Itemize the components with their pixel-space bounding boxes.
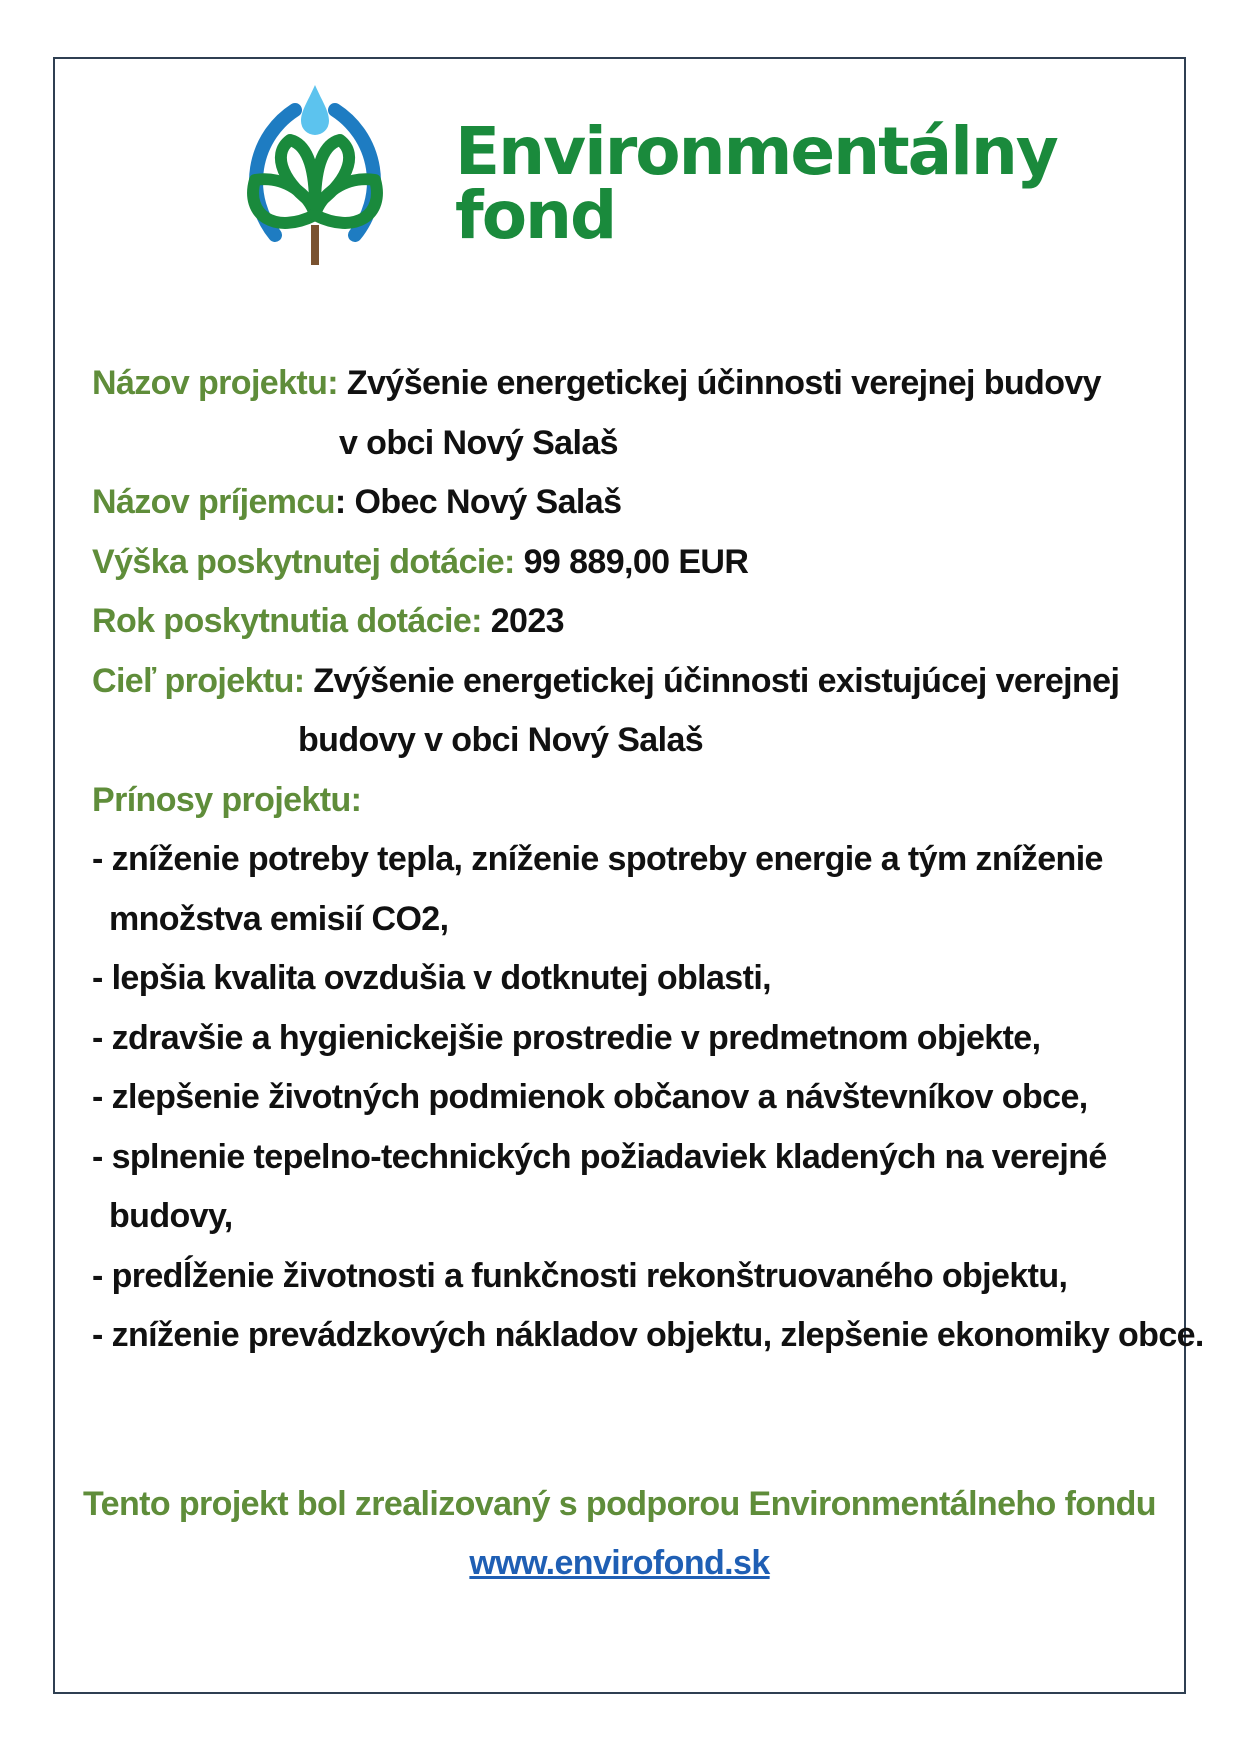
goal-value-continued: budovy v obci Nový Salaš: [298, 721, 704, 759]
benefit-item: - zníženie prevádzkových nákladov objektu, zlepšenie ekonomiky obce.: [92, 1316, 1204, 1354]
recipient-label: Názov príjemcu: [92, 483, 335, 521]
amount-row: [92, 533, 1152, 593]
benefit-item-continued: budovy,: [109, 1197, 233, 1235]
benefit-item: - splnenie tepelno-technických požiadaviek kladených na verejné: [92, 1137, 1107, 1176]
support-statement: Tento projekt bol zrealizovaný s podporou Environmentálneho fondu: [83, 1485, 1156, 1523]
benefit-item: - zníženie potreby tepla, zníženie spotreby energie a tým zníženie: [92, 840, 1103, 878]
project-info: [92, 354, 1204, 1366]
logo-text-line2: fond: [455, 177, 616, 254]
goal-value: Zvýšenie energetickej účinnosti existujúcej verejnej: [313, 661, 1120, 700]
envirofond-link[interactable]: www.envirofond.sk: [469, 1544, 770, 1582]
leaf-emblem-icon: [215, 85, 415, 285]
benefit-item: - predĺženie životnosti a funkčnosti rekonštruovaného objektu,: [92, 1256, 1068, 1295]
recipient-row: [92, 473, 1152, 533]
project-name-label: Názov projektu:: [92, 364, 339, 402]
project-name-value-continued: v obci Nový Salaš: [339, 423, 618, 462]
logo-text-line1: Environmentálny: [455, 113, 1057, 190]
environmental-fund-logo: [215, 85, 1057, 285]
benefits-label: Prínosy projektu:: [92, 780, 362, 819]
benefit-item: - lepšia kvalita ovzdušia v dotknutej oblasti,: [92, 959, 772, 997]
recipient-value: : Obec Nový Salaš: [334, 483, 622, 521]
benefit-item-continued: množstva emisií CO2,: [109, 899, 449, 938]
year-label: Rok poskytnutia dotácie:: [92, 602, 482, 640]
goal-label: Cieľ projektu:: [92, 661, 305, 700]
benefit-item: - zlepšenie životných podmienok občanov a návštevníkov obce,: [92, 1078, 1088, 1116]
year-value: 2023: [490, 602, 564, 640]
benefit-item: - zdravšie a hygienickejšie prostredie v predmetnom objekte,: [92, 1018, 1041, 1057]
logo-text: [455, 113, 1057, 254]
project-name-value: Zvýšenie energetickej účinnosti verejnej budovy: [346, 364, 1101, 402]
year-row: [92, 592, 1152, 652]
amount-value: 99 889,00 EUR: [523, 542, 749, 581]
project-name-row: [92, 354, 1152, 414]
goal-row: [92, 652, 1152, 712]
amount-label: Výška poskytnutej dotácie:: [92, 542, 515, 581]
